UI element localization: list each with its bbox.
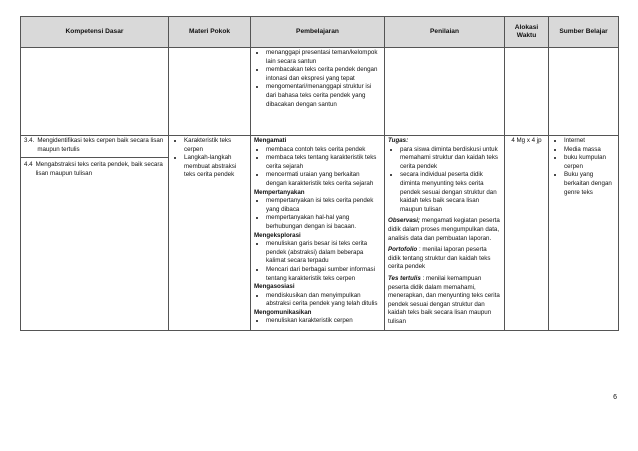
tugas-label: Tugas:: [388, 137, 409, 144]
page-number: 6: [613, 394, 617, 401]
header-kompetensi-dasar: Kompetensi Dasar: [21, 17, 169, 48]
heading-mengamati: Mengamati: [254, 137, 287, 144]
tes-tertulis-paragraph: [388, 275, 501, 327]
kd-item-4-4: [24, 161, 165, 178]
list-item: • secara individual peserta didik diminta menyunting teks cerita pendek sesuai dengan struktur dan kaidah teks baik secara lisan maupun tulisan: [400, 171, 501, 214]
cell-alokasi-waktu: 4 Mg x 4 jp: [505, 136, 549, 331]
list-item: • menuliskan garis besar isi teks cerita pendek (abstraksi) dalam beberapa kalimat secara terpadu: [266, 240, 381, 266]
sumber-list: [552, 137, 615, 197]
kd-item-3-4: [24, 137, 165, 154]
tugas-list: [388, 146, 501, 215]
list-item: • menuliskan karakteristik cerpen: [266, 317, 381, 326]
materi-list: [172, 137, 247, 180]
list-item: • Buku yang berkaitan dengan genre teks: [564, 171, 615, 197]
cell-kompetensi-dasar: [21, 136, 169, 331]
list-item: • mencermati uraian yang berkaitan dengan karakteristik teks cerita sejarah: [266, 171, 381, 188]
header-materi-pokok: Materi Pokok: [169, 17, 251, 48]
kd-text: Mengabstraksi teks cerita pendek, baik secara lisan maupun tulisan: [35, 161, 163, 177]
list-item: • Internet: [564, 137, 615, 146]
mempertanyakan-list: [254, 197, 381, 231]
cell-materi-pokok: [169, 136, 251, 331]
observasi-text: mengamati kegiatan peserta didik dalam proses mengumpulkan data, analisis data dan pembuatan laporan.: [388, 217, 500, 242]
mengomunikasikan-list: [254, 317, 381, 326]
cell-sumber-continued: [549, 48, 619, 136]
pembelajaran-continued-list: [254, 49, 381, 109]
list-item: • mempertanyakan hal-hal yang berhubungan dengan isi bacaan.: [266, 214, 381, 231]
list-item: • para siswa diminta berdiskusi untuk memahami struktur dan kaidah teks cerita pendek: [400, 146, 501, 172]
list-item: • Langkah-langkah membuat abstraksi teks cerita pendek: [184, 154, 247, 180]
tes-tertulis-label: Tes tertulis: [388, 274, 421, 282]
list-item: • Karakteristik teks cerpen: [184, 137, 247, 154]
header-penilaian: Penilaian: [385, 17, 505, 48]
heading-mengeksplorasi: Mengeksplorasi: [254, 231, 301, 239]
list-item: • mendiskusikan dan menyimpulkan abstraksi cerita pendek yang telah ditulis: [266, 292, 381, 309]
cell-materi-continued: [169, 48, 251, 136]
tes-tertulis-text: : menilai kemampuan peserta didik dalam memahami, menerapkan, dan menyunting teks cerita pendek sesuai dengan struktur dan kaidah teks baik secara lisan maupun tulisan: [388, 274, 500, 325]
list-item: • mempertanyakan isi teks cerita pendek yang dibaca: [266, 197, 381, 214]
list-item: • membaca contoh teks cerita pendek: [266, 146, 381, 155]
kd-number: 3.4.: [24, 137, 35, 144]
observasi-paragraph: [388, 217, 501, 243]
cell-alokasi-continued: [505, 48, 549, 136]
kd-number: 4.4: [24, 161, 33, 169]
mengasosiasi-list: [254, 292, 381, 309]
list-item: • membaca teks tentang karakteristik teks cerita sejarah: [266, 154, 381, 171]
syllabus-table: [20, 16, 619, 331]
header-alokasi-waktu: Alokasi Waktu: [505, 17, 549, 48]
list-item: • Media massa: [564, 146, 615, 155]
list-item: • Mencari dari berbagai sumber informasi tentang karakteristik teks cerpen: [266, 266, 381, 283]
header-sumber-belajar: Sumber Belajar: [549, 17, 619, 48]
cell-penilaian: [385, 136, 505, 331]
heading-mempertanyakan: Mempertanyakan: [254, 188, 305, 196]
table-row-main: [21, 136, 619, 331]
portofolio-label: Portofolio: [388, 246, 418, 254]
heading-mengasosiasi: Mengasosiasi: [254, 283, 295, 291]
heading-mengomunikasikan: Mengomunikasikan: [254, 308, 312, 316]
list-item: • buku kumpulan cerpen: [564, 154, 615, 171]
table-header-row: [21, 17, 619, 48]
list-item: • membacakan teks cerita pendek dengan intonasi dan ekspresi yang tepat: [266, 66, 381, 83]
list-item: • mengomentari/menanggapi struktur isi dari bahasa teks cerita pendek yang dibacakan dengan santun: [266, 83, 381, 109]
cell-penilaian-continued: [385, 48, 505, 136]
cell-pembelajaran: [251, 136, 385, 331]
observasi-label: Observasi;: [388, 217, 420, 225]
mengeksplorasi-list: [254, 240, 381, 283]
kd-divider: [21, 157, 168, 158]
cell-pembelajaran-continued: [251, 48, 385, 136]
header-pembelajaran: Pembelajaran: [251, 17, 385, 48]
kd-text: Mengidentifikasi teks cerpen baik secara lisan maupun tertulis: [37, 137, 164, 153]
list-item: • menanggapi presentasi teman/kelompok lain secara santun: [266, 49, 381, 66]
table-row-continued: [21, 48, 619, 136]
cell-kd-continued: [21, 48, 169, 136]
portofolio-paragraph: [388, 246, 501, 272]
mengamati-list: [254, 146, 381, 189]
cell-sumber-belajar: [549, 136, 619, 331]
portofolio-text: : menilai laporan peserta didik tentang struktur dan kaidah teks cerita pendek: [388, 246, 491, 271]
